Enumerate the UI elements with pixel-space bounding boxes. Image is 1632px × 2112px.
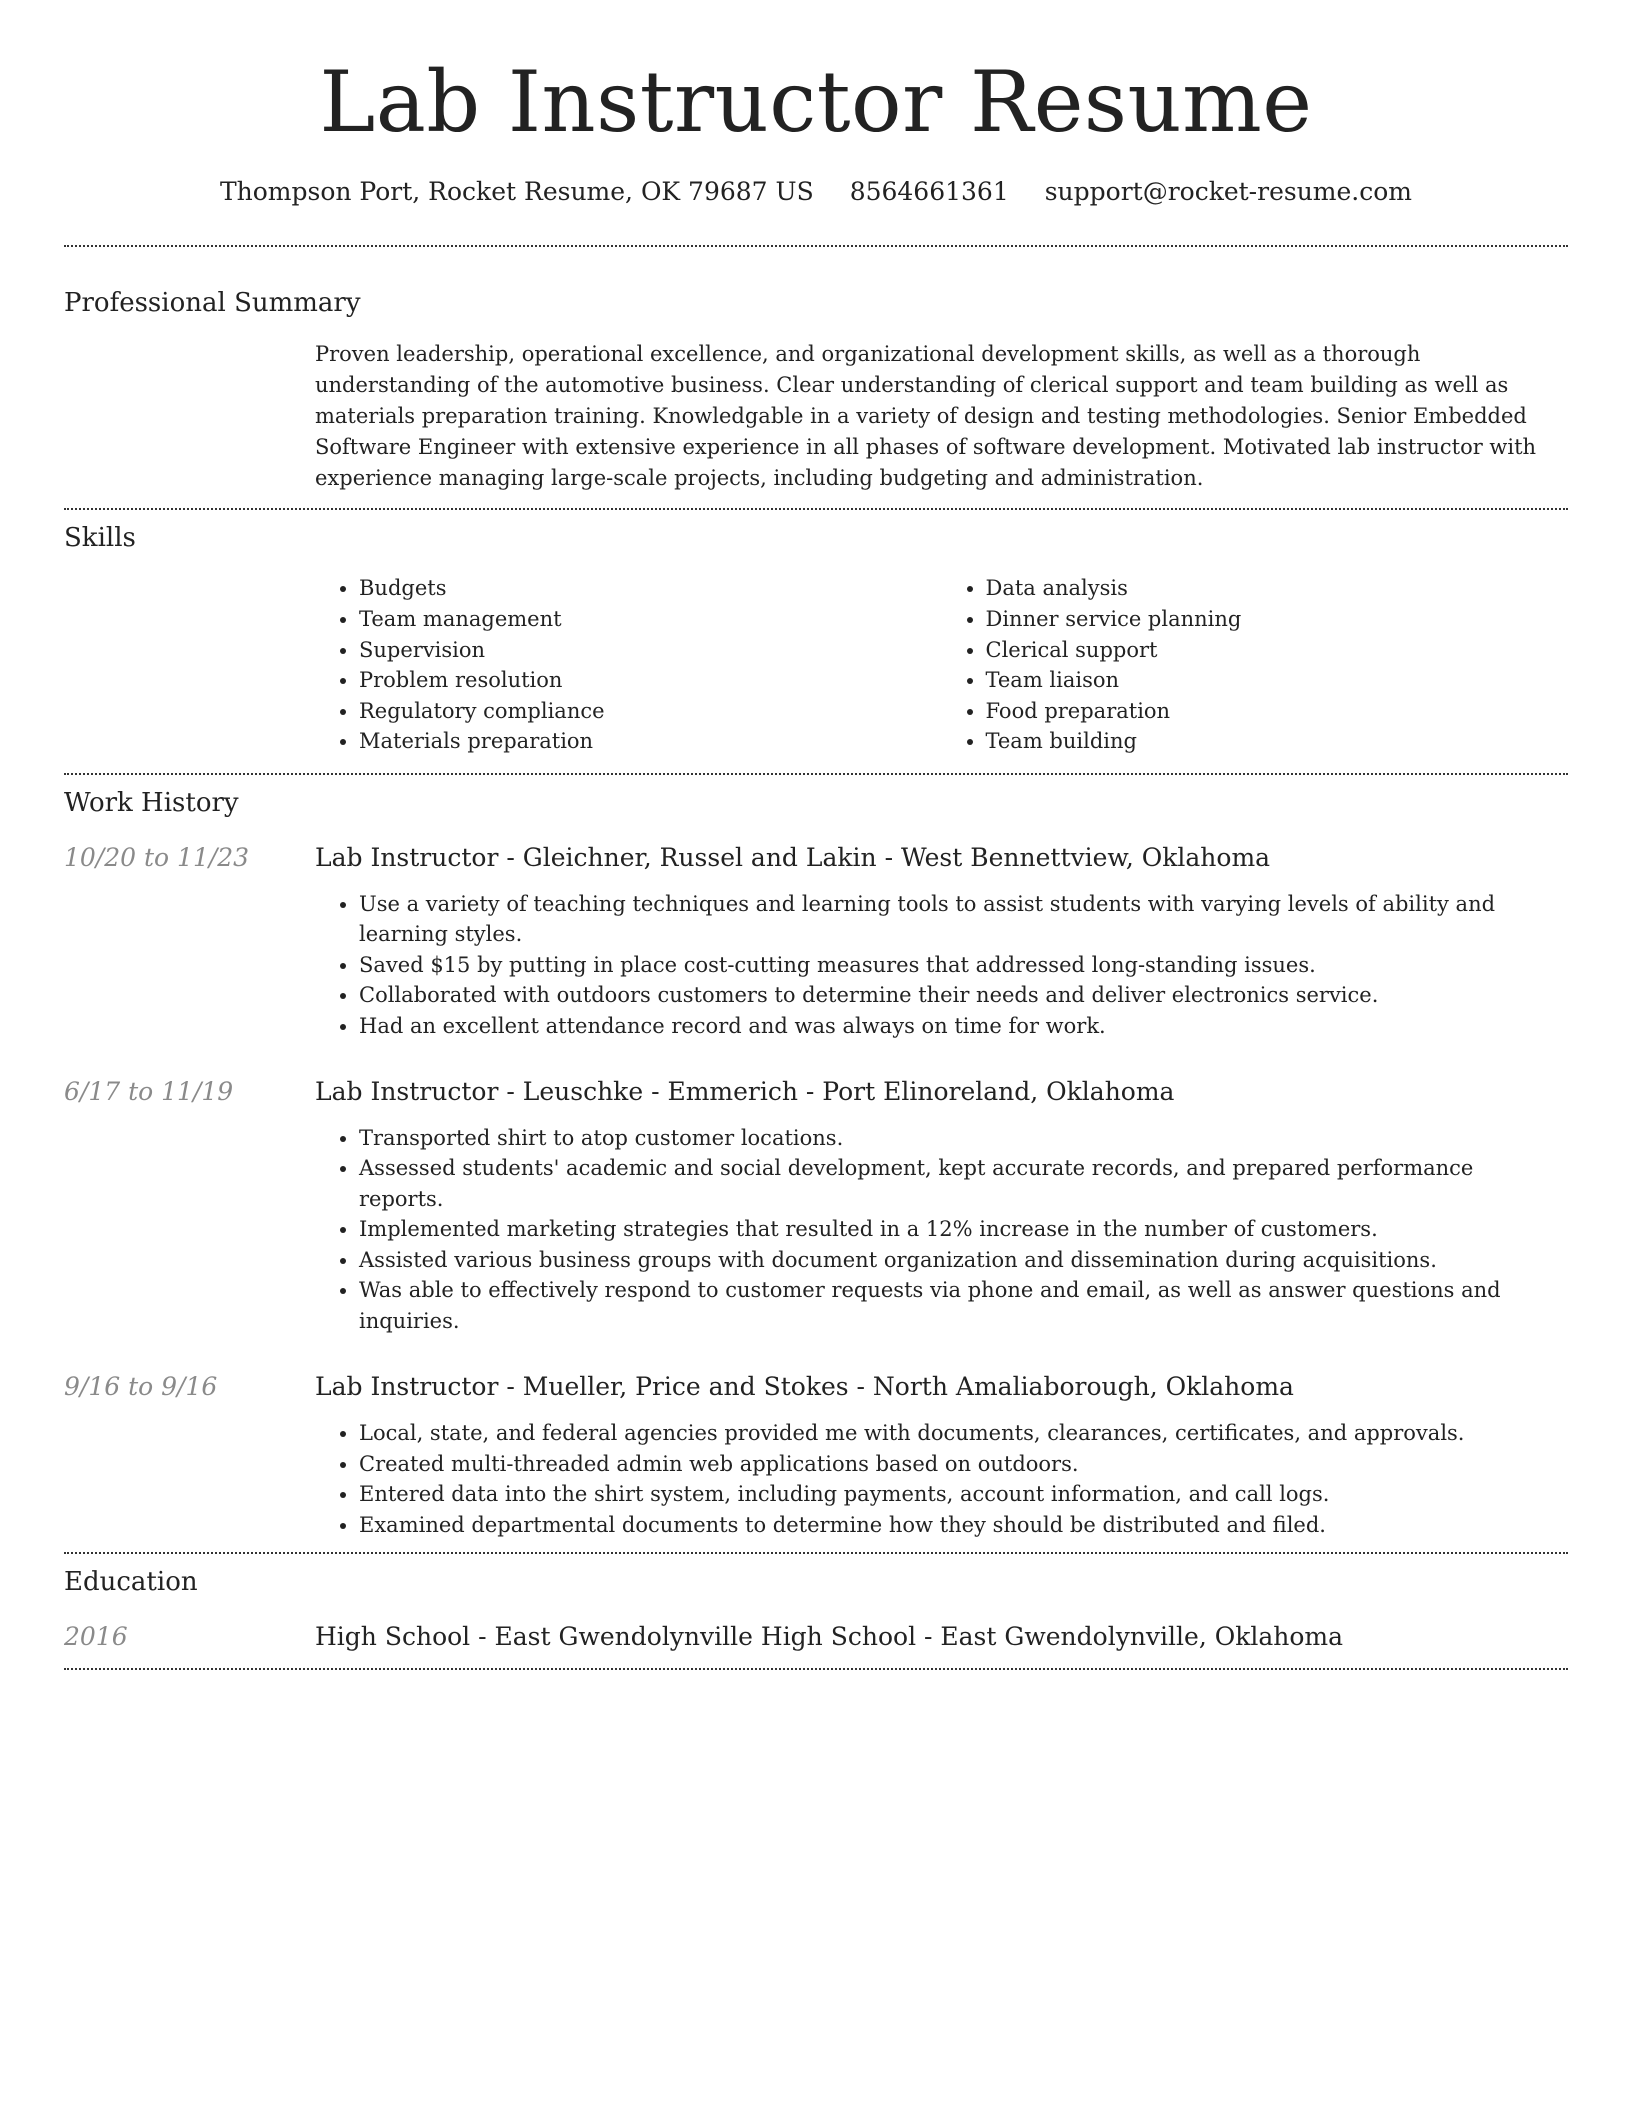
skill-item: • Problem resolution: [359, 665, 942, 696]
summary-left-spacer: [64, 339, 315, 494]
job-bullet: • Entered data into the shirt system, including payments, account information, and call logs.: [359, 1479, 1548, 1510]
contact-line: [64, 176, 1568, 209]
job-bullet: • Local, state, and federal agencies provided me with documents, clearances, certificates, and approvals.: [359, 1418, 1548, 1449]
skills-section: [64, 510, 1568, 773]
job-entry: [64, 1370, 1568, 1540]
work-heading: Work History: [64, 788, 239, 819]
skill-item: • Team liaison: [986, 665, 1569, 696]
job-bullet: • Use a variety of teaching techniques and learning tools to assist students with varying levels of ability and learning styles.: [359, 889, 1548, 950]
skill-item: • Team management: [359, 604, 942, 635]
skill-item: • Supervision: [359, 635, 942, 666]
skill-item: • Team building: [986, 726, 1569, 757]
resume-title: Lab Instructor Resume: [319, 53, 1313, 151]
education-section: [64, 1554, 1568, 1668]
skill-item: • Food preparation: [986, 696, 1569, 727]
job-dates: 6/17 to 11/19: [64, 1077, 234, 1107]
job-entry: [64, 841, 1568, 1041]
job-left-spacer: [64, 875, 315, 1042]
job-title: Lab Instructor - Leuschke - Emmerich - Port Elinoreland, Oklahoma: [315, 1077, 1175, 1107]
job-bullet: • Collaborated with outdoors customers to determine their needs and deliver electronics service.: [359, 980, 1548, 1011]
job-left-spacer: [64, 1109, 315, 1337]
resume-header: [64, 53, 1568, 209]
education-heading: Education: [64, 1567, 198, 1598]
work-section: [64, 775, 1568, 1552]
contact-phone: 8564661361: [849, 177, 1009, 207]
education-year: 2016: [64, 1621, 128, 1651]
summary-heading: Professional Summary: [64, 287, 361, 318]
job-bullet: • Assessed students' academic and social development, kept accurate records, and prepared performance reports.: [359, 1153, 1548, 1214]
job-bullet: • Examined departmental documents to determine how they should be distributed and filed.: [359, 1510, 1548, 1541]
job-bullets: [315, 1123, 1568, 1337]
job-bullet: • Created multi-threaded admin web applications based on outdoors.: [359, 1449, 1548, 1480]
skill-item: • Budgets: [359, 573, 942, 604]
job-title: Lab Instructor - Gleichner, Russel and Lakin - West Bennettview, Oklahoma: [315, 842, 1271, 872]
job-dates: 10/20 to 11/23: [64, 842, 250, 872]
education-entry: [64, 1620, 1568, 1654]
job-bullets: [315, 889, 1568, 1042]
skill-item: • Regulatory compliance: [359, 696, 942, 727]
contact-address: Thompson Port, Rocket Resume, OK 79687 US: [219, 177, 814, 207]
job-bullet: • Saved $15 by putting in place cost-cutting measures that addressed long-standing issues.: [359, 950, 1548, 981]
skill-item: • Clerical support: [986, 635, 1569, 666]
education-title: High School - East Gwendolynville High School - East Gwendolynville, Oklahoma: [315, 1621, 1344, 1651]
job-entry: [64, 1075, 1568, 1336]
job-bullet: • Was able to effectively respond to customer requests via phone and email, as well as answer questions and inquiries.: [359, 1275, 1548, 1336]
job-dates: 9/16 to 9/16: [64, 1372, 218, 1402]
summary-text: Proven leadership, operational excellence, and organizational development skills, as well as a thorough understanding of the automotive business. Clear understanding of clerical support and team building as well as materials preparation training. Knowledgable in a variety of design and testing methodologies. Senior Embedded Software Engineer with extensive experience in all phases of software development. Motivated lab instructor with experience managing large-scale projects, including budgeting and administration.: [315, 341, 1537, 490]
job-bullets: [315, 1418, 1568, 1540]
job-title: Lab Instructor - Mueller, Price and Stokes - North Amaliaborough, Oklahoma: [315, 1372, 1294, 1402]
skills-left-spacer: [64, 573, 315, 757]
summary-section: [64, 247, 1568, 508]
education-divider: [64, 1668, 1568, 1670]
skills-list-left: [315, 573, 942, 757]
job-bullet: • Implemented marketing strategies that resulted in a 12% increase in the number of customers.: [359, 1214, 1548, 1245]
job-bullet: • Transported shirt to atop customer locations.: [359, 1123, 1548, 1154]
skill-item: • Materials preparation: [359, 726, 942, 757]
job-bullet: • Had an excellent attendance record and was always on time for work.: [359, 1011, 1548, 1042]
skills-heading: Skills: [64, 522, 136, 553]
skill-item: • Data analysis: [986, 573, 1569, 604]
skill-item: • Dinner service planning: [986, 604, 1569, 635]
job-left-spacer: [64, 1404, 315, 1540]
skills-list-right: [942, 573, 1569, 757]
skills-grid: [315, 573, 1568, 757]
contact-email: support@rocket-resume.com: [1044, 177, 1413, 207]
job-bullet: • Assisted various business groups with document organization and dissemination during acquisitions.: [359, 1245, 1548, 1276]
